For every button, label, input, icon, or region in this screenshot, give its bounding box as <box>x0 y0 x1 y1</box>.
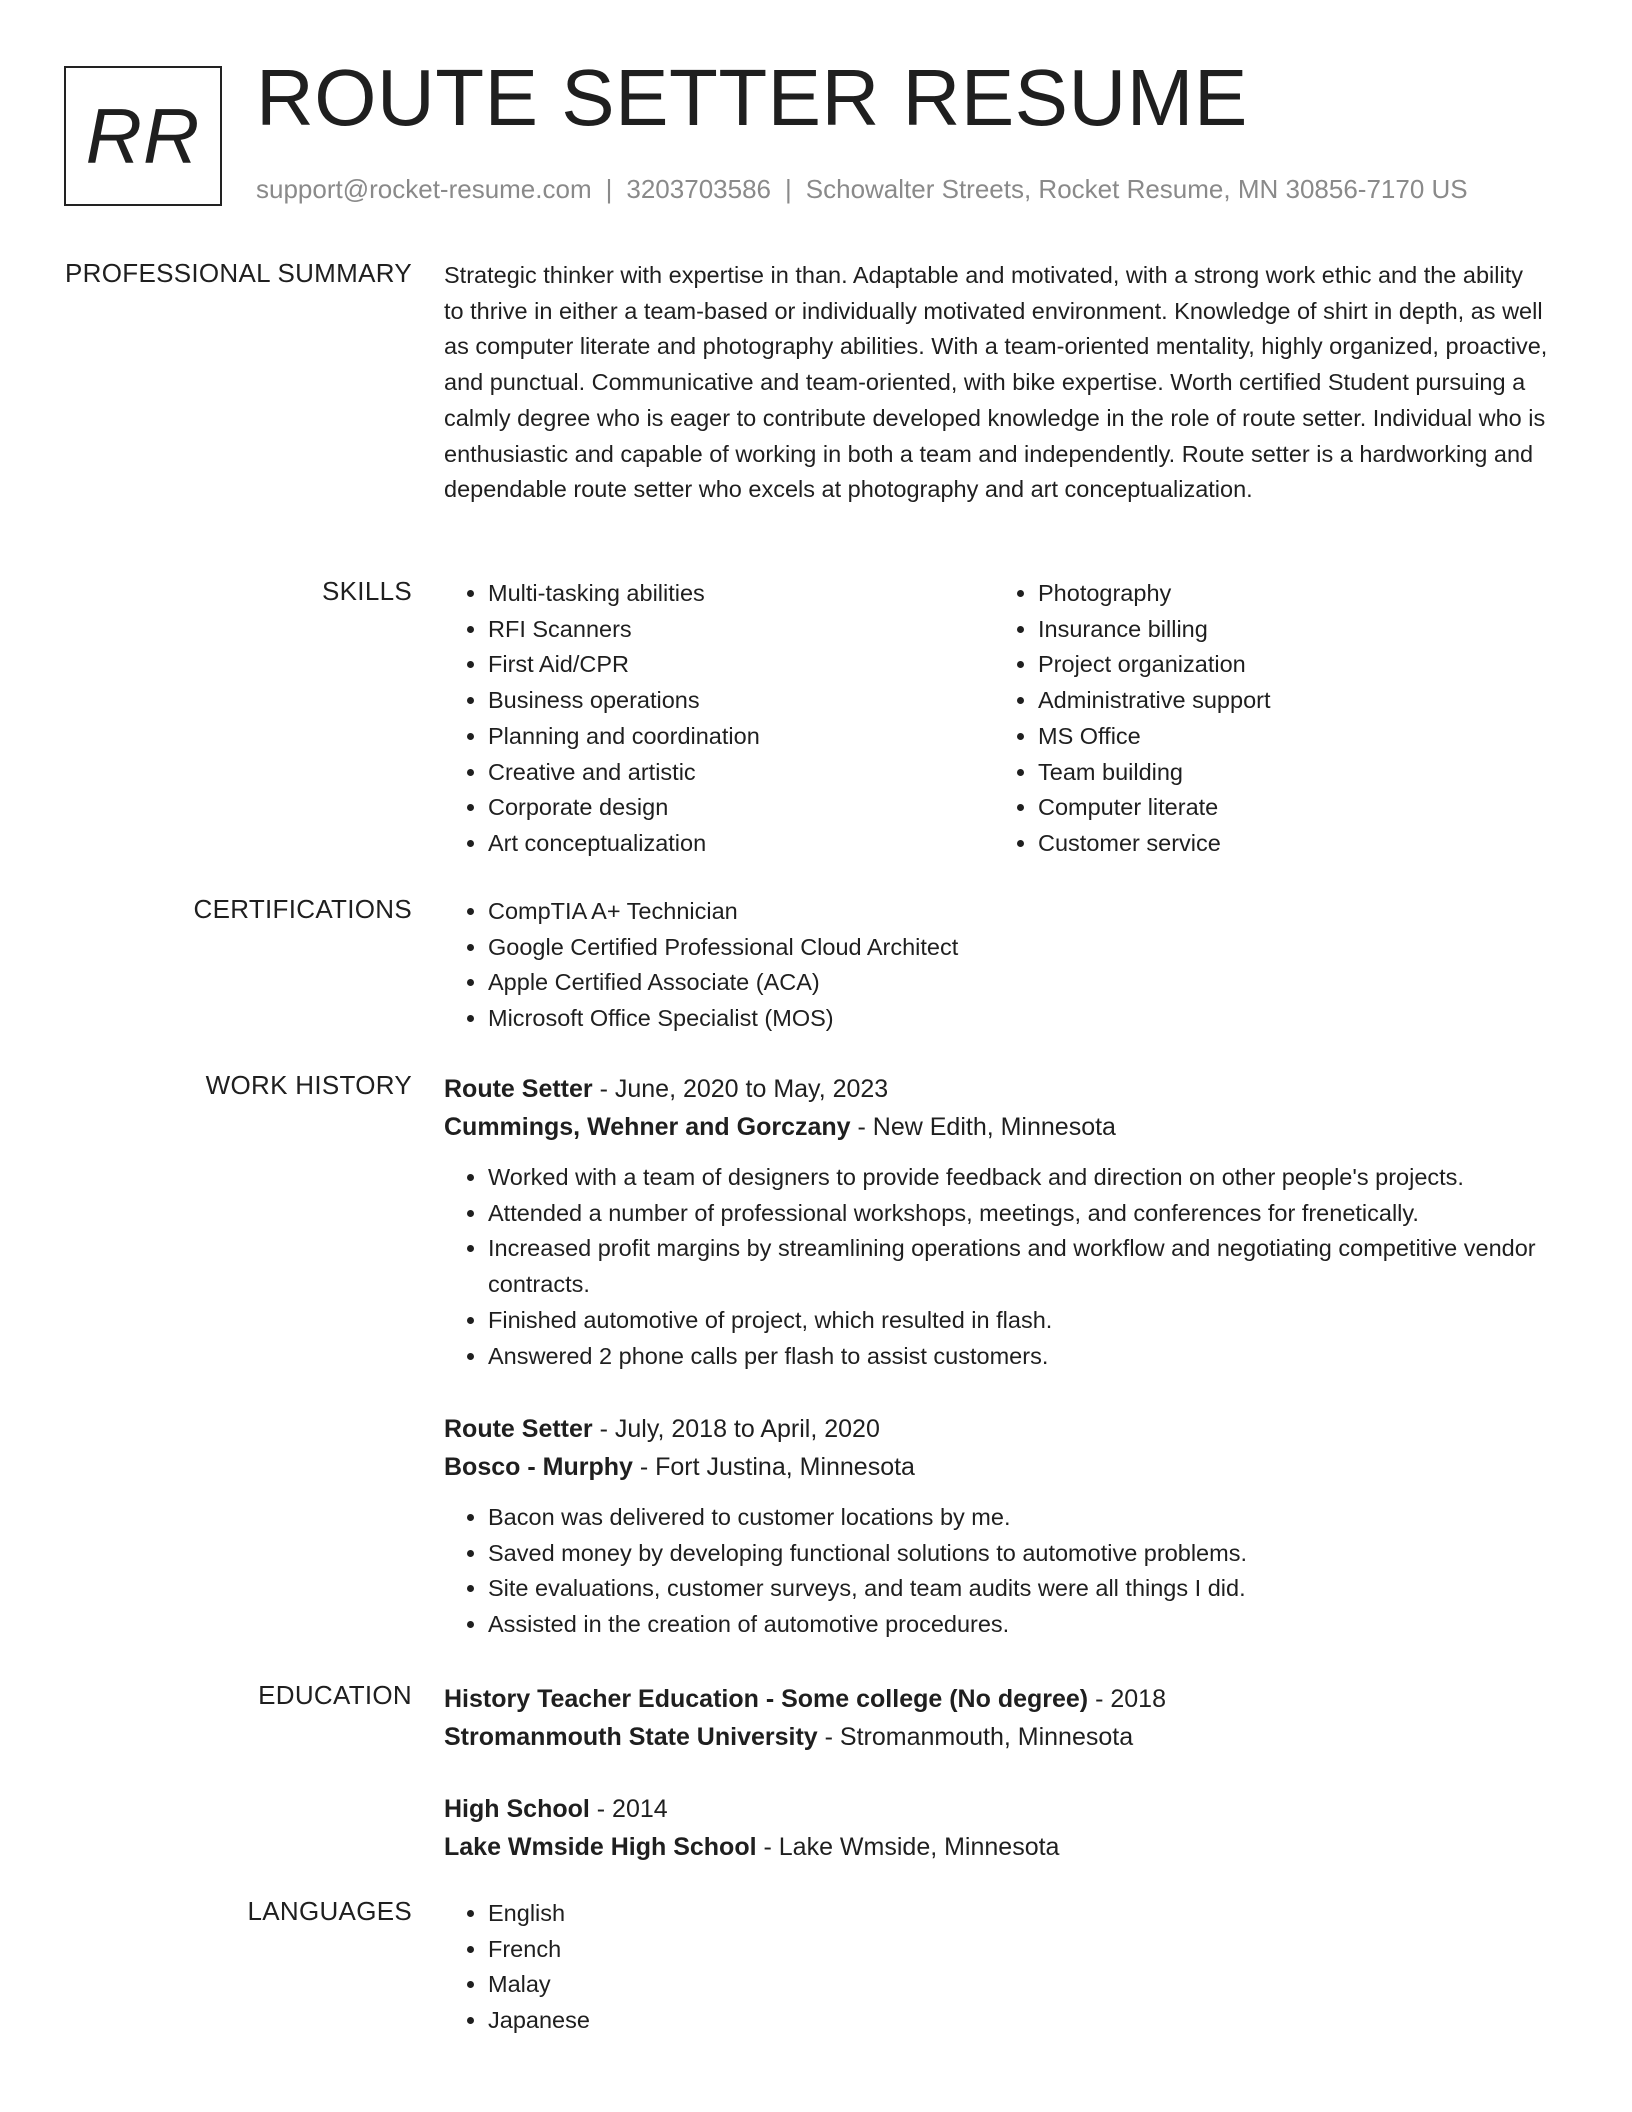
skills-columns <box>444 576 1544 862</box>
job-title-line <box>444 1410 1544 1448</box>
education-school: Lake Wmside High School <box>444 1833 757 1861</box>
language-item: • French <box>488 1932 1544 1968</box>
job-company: Bosco - Murphy <box>444 1453 633 1481</box>
certification-item: • CompTIA A+ Technician <box>488 894 1544 930</box>
skill-item: • Art conceptualization <box>488 826 994 862</box>
education-entry <box>444 1790 1544 1866</box>
certification-item: • Google Certified Professional Cloud Architect <box>488 930 1544 966</box>
job-bullets <box>444 1500 1544 1643</box>
contact-phone[interactable]: 3203703586 <box>626 174 771 204</box>
skill-item: • Project organization <box>1038 647 1544 683</box>
job-title: Route Setter <box>444 1415 593 1443</box>
education-year: - 2018 <box>1088 1685 1166 1713</box>
job-title: Route Setter <box>444 1075 593 1103</box>
job-bullet: • Site evaluations, customer surveys, and team audits were all things I did. <box>488 1571 1544 1607</box>
education-school-line <box>444 1828 1544 1866</box>
contact-separator: | <box>605 174 613 204</box>
job-bullet: • Answered 2 phone calls per flash to assist customers. <box>488 1339 1544 1375</box>
languages-content <box>444 1896 1544 2039</box>
skill-item: • First Aid/CPR <box>488 647 994 683</box>
education-school-line <box>444 1718 1544 1756</box>
job-company-line <box>444 1448 1544 1486</box>
job-company-line <box>444 1108 1544 1146</box>
monogram-logo: RR <box>64 66 222 206</box>
job-dates: - June, 2020 to May, 2023 <box>592 1075 889 1103</box>
job-bullet: • Saved money by developing functional solutions to automotive problems. <box>488 1536 1544 1572</box>
certifications-list <box>444 894 1544 1037</box>
education-location: - Lake Wmside, Minnesota <box>756 1833 1060 1861</box>
section-label-skills: SKILLS <box>322 576 412 606</box>
job-dates: - July, 2018 to April, 2020 <box>592 1415 880 1443</box>
skill-item: • Creative and artistic <box>488 755 994 791</box>
job-bullet: • Bacon was delivered to customer locations by me. <box>488 1500 1544 1536</box>
job-bullets <box>444 1160 1544 1374</box>
certification-item: • Microsoft Office Specialist (MOS) <box>488 1001 1544 1037</box>
job-bullet: • Increased profit margins by streamlining operations and workflow and negotiating competitive vendor contracts. <box>488 1231 1544 1302</box>
education-degree-line <box>444 1680 1544 1718</box>
language-item: • Japanese <box>488 2003 1544 2039</box>
job-entry <box>444 1070 1544 1374</box>
language-item: • Malay <box>488 1967 1544 2003</box>
certifications-content <box>444 894 1544 1037</box>
job-location: - Fort Justina, Minnesota <box>632 1453 915 1481</box>
job-bullet: • Finished automotive of project, which resulted in flash. <box>488 1303 1544 1339</box>
skill-item: • RFI Scanners <box>488 612 994 648</box>
skill-item: • Corporate design <box>488 790 994 826</box>
job-location: - New Edith, Minnesota <box>850 1113 1116 1141</box>
skill-item: • Photography <box>1038 576 1544 612</box>
education-location: - Stromanmouth, Minnesota <box>817 1723 1134 1751</box>
section-label-work-history: WORK HISTORY <box>205 1070 412 1100</box>
skill-item: • Business operations <box>488 683 994 719</box>
skill-item: • MS Office <box>1038 719 1544 755</box>
languages-list <box>444 1896 1544 2039</box>
job-entry <box>444 1410 1544 1643</box>
skill-item: • Administrative support <box>1038 683 1544 719</box>
education-school: Stromanmouth State University <box>444 1723 818 1751</box>
education-entry <box>444 1680 1544 1756</box>
resume-title: ROUTE SETTER RESUME <box>256 53 1248 142</box>
contact-separator: | <box>785 174 792 204</box>
skill-item: • Insurance billing <box>1038 612 1544 648</box>
summary-text: Strategic thinker with expertise in than. Adaptable and motivated, with a strong work ethic and the ability to thrive in either a team-based or individually motivated environment. Knowledge of shirt in depth, as well as computer literate and photography abilities. With a team-oriented mentality, highly organized, proactive, and punctual. Communicative and team-oriented, with bike expertise. Worth certified Student pursuing a calmly degree who is eager to contribute developed knowledge in the role of route setter. Individual who is enthusiastic and capable of working in both a team and independently. Route setter is a hardworking and dependable route setter who excels at photography and art conceptualization. <box>444 262 1548 503</box>
job-title-line <box>444 1070 1544 1108</box>
skills-list-right <box>994 576 1544 862</box>
contact-email[interactable]: support@rocket-resume.com <box>256 174 592 204</box>
skills-list-left <box>444 576 994 862</box>
education-year: - 2014 <box>589 1795 668 1823</box>
section-label-languages: LANGUAGES <box>247 1896 412 1926</box>
job-bullet: • Attended a number of professional workshops, meetings, and conferences for frenetically. <box>488 1196 1544 1232</box>
section-label-education: EDUCATION <box>258 1680 412 1710</box>
education-degree: History Teacher Education - Some college (No degree) <box>444 1685 1089 1713</box>
certification-item: • Apple Certified Associate (ACA) <box>488 965 1544 1001</box>
skill-item: • Computer literate <box>1038 790 1544 826</box>
section-label-summary: PROFESSIONAL SUMMARY <box>65 258 412 288</box>
skill-item: • Planning and coordination <box>488 719 994 755</box>
job-bullet: • Assisted in the creation of automotive procedures. <box>488 1607 1544 1643</box>
language-item: • English <box>488 1896 1544 1932</box>
section-label-certifications: CERTIFICATIONS <box>193 894 412 924</box>
skill-item: • Multi-tasking abilities <box>488 576 994 612</box>
skill-item: • Customer service <box>1038 826 1544 862</box>
skill-item: • Team building <box>1038 755 1544 791</box>
contact-line <box>256 174 1468 205</box>
education-degree-line <box>444 1790 1544 1828</box>
job-company: Cummings, Wehner and Gorczany <box>444 1113 851 1141</box>
education-degree: High School <box>444 1795 590 1823</box>
job-bullet: • Worked with a team of designers to provide feedback and direction on other people's projects. <box>488 1160 1544 1196</box>
contact-address: Schowalter Streets, Rocket Resume, MN 30856-7170 US <box>805 174 1468 204</box>
